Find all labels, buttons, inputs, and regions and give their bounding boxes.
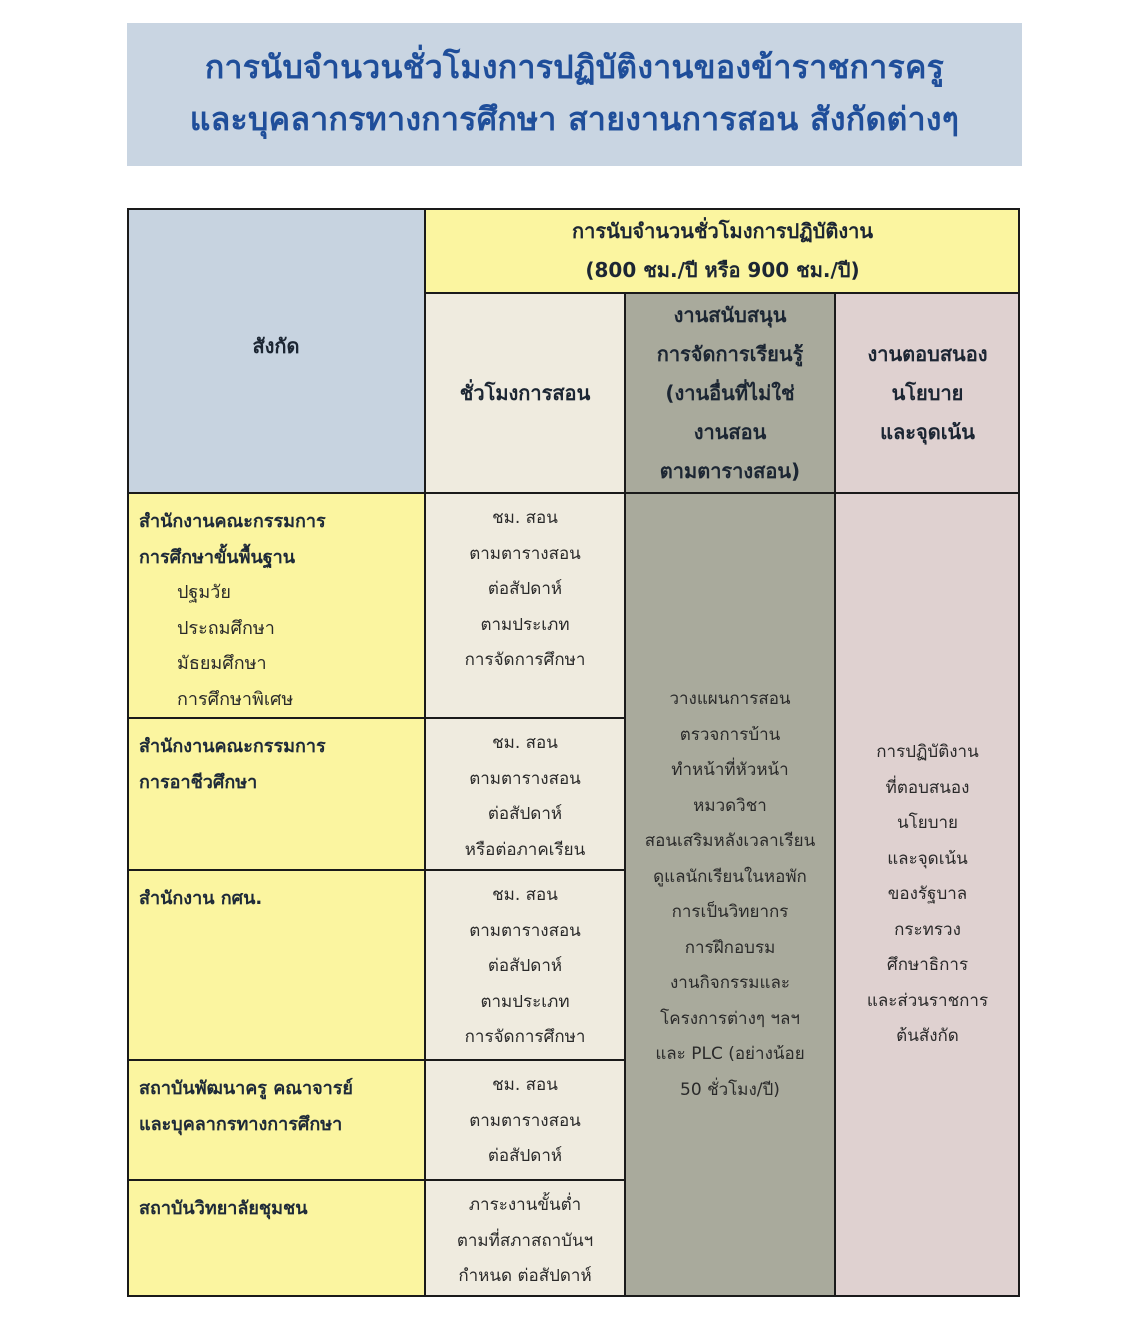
agency-row-3 [127,870,425,1060]
teaching-hours-line: ต่อสัปดาห์ [487,579,563,599]
support-task-line: ทำหน้าที่หัวหน้า [671,760,789,780]
divider-affiliation [424,208,426,1297]
support-task-line: การฝึกอบรม [684,937,776,958]
header-support-line: ตามตารางสอน) [659,458,801,483]
header-affiliation [127,208,425,493]
header-policy [835,293,1020,493]
border-left [127,208,129,1297]
hours-table [127,208,1020,1297]
agency-row-1 [127,493,425,718]
header-support-line: (งานอื่นที่ไม่ใช่ [665,380,795,405]
teaching-hours-line: การจัดการศึกษา [464,1027,586,1047]
agency-row-4 [127,1060,425,1180]
policy-task-line: การปฏิบัติงาน [876,742,979,763]
agency-row-5 [127,1180,425,1297]
header-counting-title: การนับจำนวนชั่วโมงการปฏิบัติงาน [571,218,874,243]
teaching-hours-line: ตามตารางสอน [469,543,581,564]
teaching-hours-line: ตามตารางสอน [469,1110,581,1131]
header-affiliation-text: สังกัด [252,334,300,358]
teaching-hours-line: ต่อสัปดาห์ [487,804,563,824]
border-top [127,208,1020,210]
header-policy-line: งานตอบสนอง [867,341,988,366]
agency-name-line: และบุคลากรทางการศึกษา [139,1113,343,1135]
teaching-hours-line: ภาระงานขั้นต่ำ [468,1195,582,1215]
header-support [625,293,835,493]
border-right [1018,208,1020,1297]
header-policy-line: และจุดเน้น [880,419,975,444]
teaching-hours-line: ชม. สอน [492,885,558,905]
agency-name-line: การศึกษาขั้นพื้นฐาน [139,546,296,568]
support-task-line: งานกิจกรรมและ [670,973,790,993]
agency-name-line: การอาชีวศึกษา [139,771,258,793]
support-task-line: ดูแลนักเรียนในหอพัก [653,866,807,887]
teaching-hours-line: ชม. สอน [492,1075,558,1095]
teaching-hours-line: กำหนด ต่อสัปดาห์ [458,1266,592,1286]
agency-sub-item: การศึกษาพิเศษ [177,688,294,710]
agency-name-line: สำนักงาน กศน. [139,888,263,909]
support-task-line: และ PLC (อย่างน้อย [655,1044,805,1064]
teaching-row-5 [425,1180,625,1297]
agency-sub-item: ประถมศึกษา [177,617,275,639]
divider-header-sub [425,292,1020,294]
header-counting [425,208,1020,293]
agency-sub-item: มัธยมศึกษา [177,653,267,674]
teaching-hours-line: ชม. สอน [492,733,558,753]
agency-sub-item: ปฐมวัย [177,582,231,603]
support-task-line: โครงการต่างๆ ฯลฯ [660,1008,800,1029]
header-support-line: งานสนับสนุน [673,302,787,327]
header-teaching-text: ชั่วโมงการสอน [459,380,591,405]
support-task-line: สอนเสริมหลังเวลาเรียน [644,831,816,851]
divider-header [127,492,1020,494]
teaching-row-1 [425,493,625,718]
divider-support [834,293,836,1297]
policy-task-line: ของรัฐบาล [887,884,968,905]
policy-body [835,493,1020,1297]
teaching-hours-line: ตามที่สภาสถาบันฯ [456,1230,594,1251]
teaching-hours-line: ตามประเภท [480,614,570,635]
teaching-hours-line: ต่อสัปดาห์ [487,956,563,976]
header-support-line: การจัดการเรียนรู้ [656,341,804,366]
agency-name-line: สำนักงานคณะกรรมการ [139,736,326,757]
header-support-line: งานสอน [693,419,767,444]
divider-row-4 [127,1179,625,1181]
policy-task-line: กระทรวง [894,919,961,940]
title-line-1: การนับจำนวนชั่วโมงการปฏิบัติงานของข้าราชการครู [204,48,945,86]
policy-task-line: นโยบาย [896,813,958,834]
header-teaching [425,293,625,493]
header-policy-line: นโยบาย [891,380,964,405]
support-body [625,493,835,1297]
agency-row-2 [127,718,425,870]
border-bottom [127,1295,1020,1297]
teaching-hours-line: การจัดการศึกษา [464,650,586,670]
support-task-line: หมวดวิชา [693,795,767,816]
divider-row-2 [127,869,625,871]
policy-task-line: ศึกษาธิการ [886,955,969,976]
policy-task-line: ต้นสังกัด [896,1026,959,1047]
teaching-hours-line: ตามตารางสอน [469,768,581,789]
teaching-hours-line: หรือต่อภาคเรียน [464,839,586,860]
policy-task-line: ที่ตอบสนอง [885,777,970,798]
support-task-line: การเป็นวิทยากร [671,902,789,922]
teaching-hours-line: ชม. สอน [492,508,558,528]
support-task-line: วางแผนการสอน [669,689,791,709]
agency-name-line: สถาบันพัฒนาครู คณาจารย์ [139,1078,353,1099]
page-title [127,23,1022,166]
agency-name-line: สถาบันวิทยาลัยชุมชน [139,1198,308,1219]
teaching-hours-line: ตามตารางสอน [469,920,581,941]
support-task-line: 50 ชั่วโมง/ปี) [680,1079,780,1100]
divider-teaching [624,293,626,1297]
teaching-row-2 [425,718,625,870]
policy-task-line: และส่วนราชการ [866,990,989,1011]
teaching-row-4 [425,1060,625,1180]
teaching-row-3 [425,870,625,1060]
header-counting-hours: (800 ชม./ปี หรือ 900 ชม./ปี) [585,257,860,282]
teaching-hours-line: ตามประเภท [480,991,570,1012]
support-task-line: ตรวจการบ้าน [679,724,781,745]
teaching-hours-line: ต่อสัปดาห์ [487,1146,563,1166]
divider-row-1 [127,717,625,719]
divider-row-3 [127,1059,625,1061]
policy-task-line: และจุดเน้น [887,848,968,869]
agency-name-line: สำนักงานคณะกรรมการ [139,511,326,532]
title-line-2: และบุคลากรทางการศึกษา สายงานการสอน สังกัดต่างๆ [189,100,960,138]
